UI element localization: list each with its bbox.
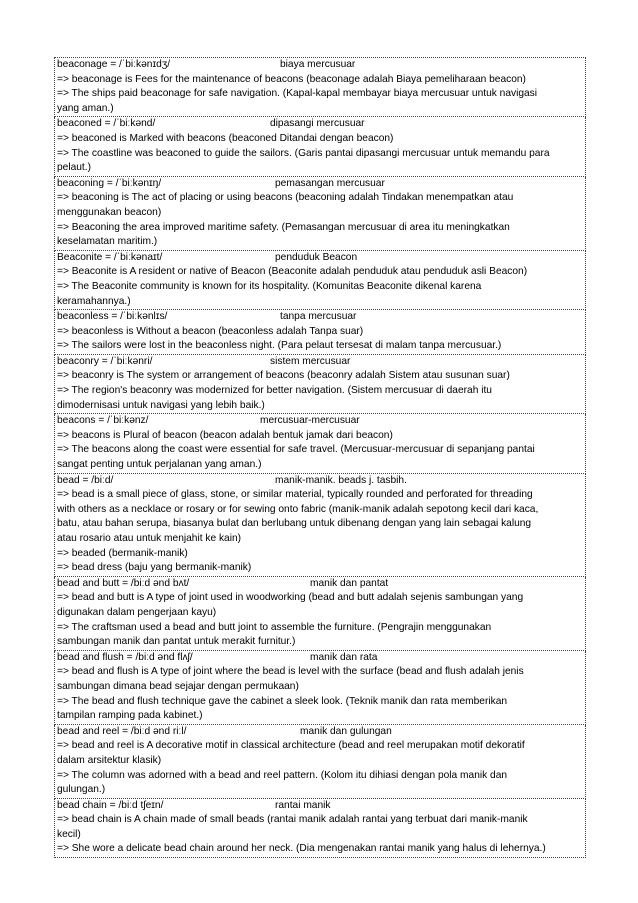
entry-text-line: => beaconry is The system or arrangement of beacons (beaconry adalah Sistem atau susunan suar) [57, 370, 510, 382]
entry-text-line: => beaconless is Without a beacon (beaconless adalah Tanpa suar) [57, 325, 364, 337]
entry-translation: pemasangan mercusuar [275, 177, 385, 189]
entry-translation: biaya mercusuar [280, 59, 356, 70]
entry-headline [55, 310, 585, 325]
entry-text-line: => The coastline was beaconed to guide the sailors. (Garis pantai dipasangi mercusuar untuk memandu para [57, 147, 550, 159]
entry-translation: rantai manik [275, 799, 331, 811]
entry-text-line: yang aman.) [57, 102, 114, 114]
entry-text-line: => bead dress (baju yang bermanik-manik) [57, 562, 252, 574]
dictionary-entry [54, 310, 586, 355]
entry-text-line: => The bead and flush technique gave the cabinet a sleek look. (Teknik manik dan rata memberikan [57, 695, 508, 707]
entry-text-line: => bead chain is A chain made of small beads (rantai manik adalah rantai yang terbuat dari manik-manik [57, 814, 528, 826]
entry-text-line: sambungan dimana bead sejajar dengan permukaan) [57, 680, 299, 692]
dictionary-entry [54, 414, 586, 473]
entry-translation: sistem mercusuar [270, 355, 351, 367]
entry-text-line: menggunakan beacon) [57, 206, 162, 218]
entry-translation: manik dan rata [310, 651, 378, 663]
entry-translation: manik-manik. beads j. tasbih. [275, 474, 407, 486]
dictionary-entry [54, 57, 586, 117]
entry-text-line: pelaut.) [57, 162, 91, 174]
entry-text-line: => bead is a small piece of glass, stone, or similar material, typically rounded and perforated for threading [57, 489, 533, 501]
dictionary-entry [54, 355, 586, 414]
entry-text-line: => The column was adorned with a bead and reel pattern. (Kolom itu dihiasi dengan pola manik dan [57, 769, 508, 781]
entry-headline [55, 725, 585, 740]
entry-text-line: => Beaconite is A resident or native of Beacon (Beaconite adalah penduduk atau penduduk asli Beacon) [57, 266, 528, 278]
dictionary-entry [54, 725, 586, 799]
entry-text-line: => The Beaconite community is known for its hospitality. (Komunitas Beaconite dikenal karena [57, 280, 482, 292]
entry-text-line: gulungan.) [57, 784, 106, 796]
dictionary-entry [54, 474, 586, 577]
entry-headword: bead and butt = /biːd ənd bʌt/ [57, 577, 190, 589]
entry-text-line: => She wore a delicate bead chain around her neck. (Dia mengenakan rantai manik yang halus di lehernya.) [57, 843, 546, 855]
entry-text-line: keselamatan maritim.) [57, 236, 158, 248]
entry-headline [55, 355, 585, 370]
entry-text-line: dimodernisasi untuk navigasi yang lebih baik.) [57, 399, 265, 411]
entry-headword: beaconless = /ˈbiːkənlɪs/ [57, 311, 168, 323]
entry-text-line: => bead and reel is A decorative motif in classical architecture (bead and reel merupakan motif dekoratif [57, 740, 525, 752]
entry-text-line: atau rosario atau untuk menjahit ke kain) [57, 533, 242, 544]
entry-headline [55, 474, 585, 489]
entry-translation: dipasangi mercusuar [270, 118, 365, 130]
entry-headword: beaconed = /ˈbiːkənd/ [57, 118, 156, 130]
entry-headline [55, 799, 585, 814]
entry-text-line: => Beaconing the area improved maritime safety. (Pemasangan mercusuar di area itu meningkatkan [57, 221, 510, 233]
entry-headword: beaconage = /ˈbiːkənɪdʒ/ [57, 59, 171, 70]
entry-translation: penduduk Beacon [275, 251, 358, 263]
entry-text-line: keramahannya.) [57, 295, 131, 307]
entry-text-line: => bead and butt is A type of joint used in woodworking (bead and butt adalah sejenis sambungan yang [57, 592, 524, 604]
dictionary-entry [54, 799, 586, 858]
entry-headline [55, 58, 585, 73]
entry-headline [55, 651, 585, 666]
entry-text-line: => The sailors were lost in the beaconless night. (Para pelaut tersesat di malam tanpa mercusuar.) [57, 340, 502, 352]
entry-text-line: => beaded (bermanik-manik) [57, 547, 188, 559]
entry-headword: bead = /biːd/ [57, 474, 114, 486]
entry-text-line: => beacons is Plural of beacon (beacon adalah bentuk jamak dari beacon) [57, 429, 393, 441]
entry-text-line: sangat penting untuk perjalanan yang aman.) [57, 459, 262, 471]
entry-translation: manik dan pantat [310, 577, 389, 589]
dictionary-entry [54, 177, 586, 251]
dictionary-entry [54, 651, 586, 725]
entry-text-line: batu, atau bahan serupa, biasanya bulat dan berlubang untuk dibenang dengan yang lain sebagai kalung [57, 518, 532, 530]
entry-text-line: with others as a necklace or rosary or for sewing onto fabric (manik-manik adalah sepotong kecil dari kaca, [57, 503, 539, 515]
entry-headline [55, 577, 585, 592]
entry-text-line: => The craftsman used a bead and butt joint to assemble the furniture. (Pengrajin menggunakan [57, 621, 492, 633]
entry-text-line: => beaconed is Marked with beacons (beaconed Ditandai dengan beacon) [57, 132, 394, 144]
entry-text-line: => The ships paid beaconage for safe navigation. (Kapal-kapal membayar biaya mercusuar untuk navigasi [57, 88, 538, 100]
entry-text-line: tampilan ramping pada kabinet.) [57, 710, 203, 722]
entry-headline [55, 117, 585, 132]
entry-text-line: => The region's beaconry was modernized for better navigation. (Sistem mercusuar di daerah itu [57, 385, 492, 397]
entry-headline [55, 414, 585, 429]
entry-headline [55, 177, 585, 192]
entry-text-line: => The beacons along the coast were essential for safe travel. (Mercusuar-mercusuar di sepanjang pantai [57, 444, 535, 456]
dictionary-document [54, 57, 586, 858]
entry-text-line: dalam arsitektur klasik) [57, 754, 162, 766]
entry-headword: bead chain = /biːd tʃeɪn/ [57, 799, 164, 811]
entry-headword: beacons = /ˈbiːkənz/ [57, 415, 149, 427]
entry-translation: mercusuar-mercusuar [260, 415, 360, 427]
entry-headword: beaconry = /ˈbiːkənri/ [57, 355, 153, 367]
entry-headline [55, 251, 585, 266]
entry-text-line: sambungan manik dan pantat untuk merakit furnitur.) [57, 636, 296, 648]
entry-text-line: => beaconing is The act of placing or using beacons (beaconing adalah Tindakan menempatkan atau [57, 192, 514, 204]
entry-headword: Beaconite = /ˈbiːkənaɪt/ [57, 251, 163, 263]
entry-headword: bead and flush = /biːd ənd flʌʃ/ [57, 651, 193, 663]
entry-headword: bead and reel = /biːd ənd riːl/ [57, 725, 187, 737]
dictionary-entry [54, 251, 586, 310]
dictionary-entry [54, 577, 586, 651]
entry-text-line: kecil) [57, 828, 81, 840]
entry-translation: manik dan gulungan [300, 725, 392, 737]
dictionary-entry [54, 117, 586, 176]
entry-text-line: digunakan dalam pengerjaan kayu) [57, 606, 217, 618]
entry-translation: tanpa mercusuar [280, 311, 357, 323]
entry-text-line: => beaconage is Fees for the maintenance of beacons (beaconage adalah Biaya pemeliharaan beacon) [57, 73, 526, 85]
entry-text-line: => bead and flush is A type of joint where the bead is level with the surface (bead and flush adalah jenis [57, 666, 524, 678]
entry-headword: beaconing = /ˈbiːkənɪŋ/ [57, 177, 162, 189]
